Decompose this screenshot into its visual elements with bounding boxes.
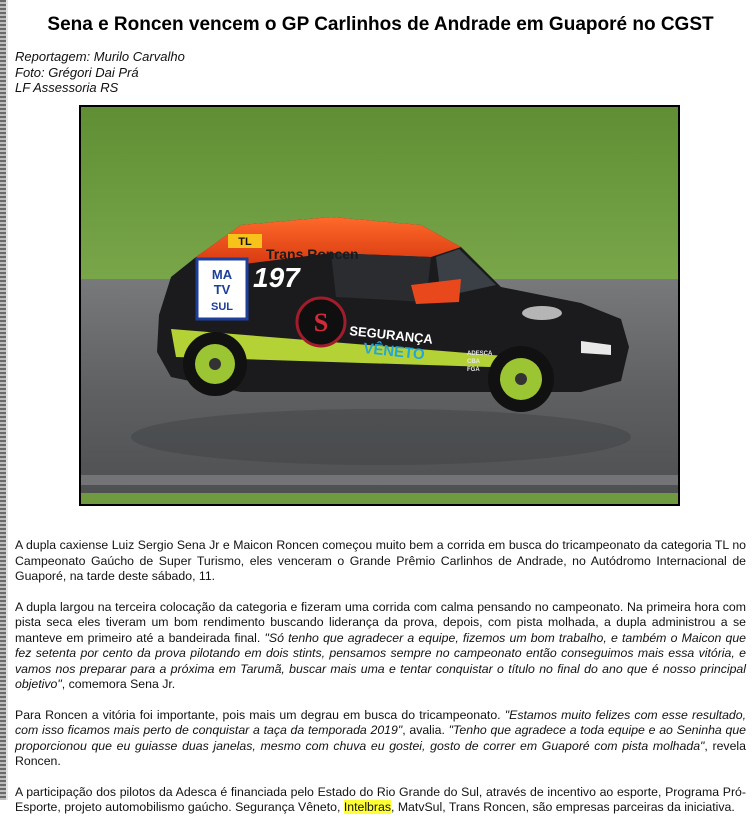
svg-text:CBA: CBA [467,359,480,365]
article-body [15,538,746,831]
credit-agency: LF Assessoria RS [15,80,119,95]
quote-roncen-1: "Estamos muito felizes com esse resultado, com isso ficamos mais perto de conquistar a taça da temporada 2019" [15,707,746,737]
svg-text:MA: MA [211,267,233,282]
svg-text:VÊNETO: VÊNETO [362,340,426,364]
quote-roncen-2: "Tenho que agradece a toda equipe e ao Seninha que proporcionou que eu guiasse duas janelas, mesmo com chuva eu gostei, gosto de correr em Guaporé com pista molhada" [15,723,746,753]
car-reflection [131,409,631,465]
race-car-illustration [81,107,678,504]
paragraph-1: A dupla caxiense Luiz Sergio Sena Jr e Maicon Roncen começou muito bem a corrida em busca do tricampeonato da categoria TL no Campeonato Gaúcho de Super Turismo, eles venceram o Grande Prêmio Carlinhos de Andrade, no Autódromo Internacional de Guaporé, na tarde deste sábado, 11. [15,538,746,583]
paragraph-2: A dupla largou na terceira colocação da categoria e fizeram uma corrida com calma pensando no campeonato. Na primeira hora com pista seca eles tiveram um bom rendimento buscando liderança da prova, depois, com pista molhada, a dupla administrou a se manteve em primeiro até a bandeirada final. "Só tenho que agradecer a equipe, fizemos um bom trabalho, e também o Maicon que fez setenta por cento da prova pilotando em dois stints, pensamos sempre no campeonato então conseguimos mais essa vitória, e vamos nos preparar para a próxima em Tarumã, buscar mais uma e tentar conquistar o título no final do ano que é nosso principal objetivo", comemora Sena Jr. [15,599,746,691]
left-border-strip [0,0,6,800]
highlighted-sponsor: Intelbras [343,800,391,814]
paragraph-3: Para Roncen a vitória foi importante, pois mais um degrau em busca do tricampeonato. "Estamos muito felizes com esse resultado, com isso ficamos mais perto de conquistar a taça da temporada 2019", avalia. "Tenho que agradece a toda equipe e ao Seninha que proporcionou que eu guiasse duas janelas, mesmo com chuva eu gostei, gosto de correr em Guaporé com pista molhada", revela Roncen. [15,707,746,768]
article-title: Sena e Roncen vencem o GP Carlinhos de Andrade em Guaporé no CGST [47,14,714,35]
svg-text:SEGURANÇA: SEGURANÇA [348,323,434,347]
car-number: 197 [253,262,300,293]
svg-text:SUL: SUL [211,301,233,313]
svg-text:S: S [313,308,329,337]
quote-sena: "Só tenho que agradecer a equipe, fizemos um bom trabalho, e também o Maicon que fez setenta por cento da prova pilotando em dois stints, pensamos sempre no campeonato então conseguimos mais essa vitória, e vamos nos preparar para a próxima em Tarumã, buscar mais uma e tentar conquistar o título no final do ano que é nosso principal objetivo" [15,630,746,691]
svg-text:FGA: FGA [467,367,480,373]
team-name-text: Trans Roncen [266,246,359,262]
svg-text:TV: TV [213,282,231,297]
category-plate-text: TL [238,236,252,248]
svg-text:ADESCA: ADESCA [467,351,493,357]
race-car-photo [79,105,680,506]
paragraph-4: A participação dos pilotos da Adesca é financiada pelo Estado do Rio Grande do Sul, através de incentivo ao esporte, Programa Pró-Esporte, projeto automobilismo gaúcho. Segurança Vêneto, Intelbras, MatvSul, Trans Roncen, são empresas parceiras da iniciativa. [15,784,746,814]
article-credits [15,49,185,96]
credit-reporter: Reportagem: Murilo Carvalho [15,49,185,64]
credit-photo: Foto: Grégori Dai Prá [15,64,139,80]
